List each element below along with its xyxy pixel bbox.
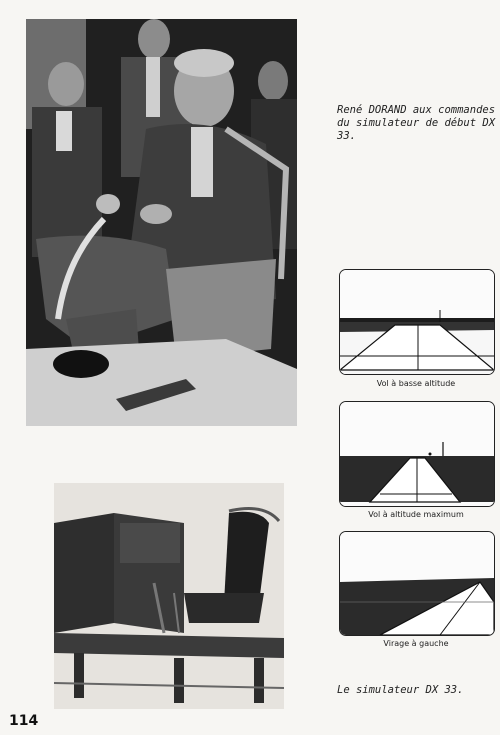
low-altitude-label: Vol à basse altitude: [376, 379, 456, 388]
max-altitude-label: Vol à altitude maximum: [368, 510, 464, 519]
left-turn-view-panel: [339, 531, 495, 636]
page-number: 114: [9, 713, 39, 729]
simulator-machine-photo: [54, 483, 284, 709]
left-turn-label: Virage à gauche: [383, 639, 449, 648]
simulator-caption: Le simulateur DX 33.: [337, 684, 464, 696]
max-altitude-view-panel: [339, 401, 495, 507]
low-altitude-view-panel: [339, 269, 495, 375]
simulator-cockpit-photo: [26, 19, 297, 426]
portrait-caption: René DORAND aux commandes du simulateur de début DX 33.: [337, 104, 496, 142]
